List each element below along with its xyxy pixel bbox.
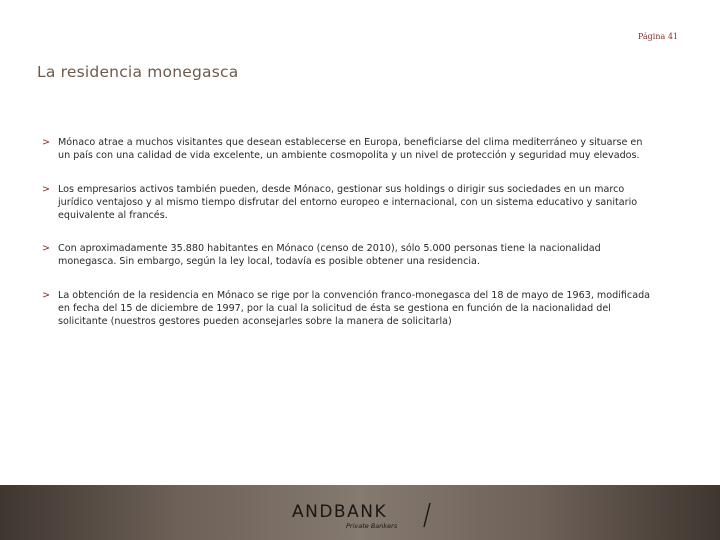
bullet-item <box>42 289 652 328</box>
logo-tagline: Private Bankers <box>346 522 398 530</box>
andbank-logo <box>292 502 442 534</box>
page-number: Página 41 <box>637 32 678 41</box>
bullet-item <box>42 136 652 162</box>
logo-slash-icon <box>422 502 432 528</box>
bullet-marker-icon: > <box>42 289 51 301</box>
bullet-item <box>42 242 652 268</box>
bullet-item <box>42 183 652 222</box>
bullet-list <box>42 136 652 348</box>
bullet-marker-icon: > <box>42 243 51 254</box>
slide-title: La residencia monegasca <box>37 63 239 81</box>
logo-wordmark: ANDBANK <box>292 502 388 522</box>
bullet-text: Con aproximadamente 35.880 habitantes en Mónaco (censo de 2010), sólo 5.000 personas tiene la nacionalidad monegasca. Sin embargo, según la ley local, todavía es posible obtener una residencia. <box>58 243 601 267</box>
bullet-text: Mónaco atrae a muchos visitantes que desean establecerse en Europa, beneficiarse del clima mediterráneo y situarse en un país con una calidad de vida excelente, un ambiente cosmopolita y un nivel de protección y seguridad muy elevados. <box>58 137 643 161</box>
bullet-text: La obtención de la residencia en Mónaco se rige por la convención franco-monegasca del 18 de mayo de 1963, modificada en fecha del 15 de diciembre de 1997, por la cual la solicitud de ésta se gestiona en función de la nacionalidad del solicitante (nuestros gestores pueden aconsejarles sobre la manera de solicitarla) <box>58 289 651 327</box>
bullet-marker-icon: > <box>42 137 51 148</box>
footer-bar <box>0 485 720 540</box>
bullet-text: Los empresarios activos también pueden, desde Mónaco, gestionar sus holdings o dirigir sus sociedades en un marco jurídico ventajoso y al mismo tiempo disfrutar del entorno europeo e internacional, con un sistema educativo y sanitario equivalente al francés. <box>58 183 638 221</box>
bullet-marker-icon: > <box>42 183 51 195</box>
